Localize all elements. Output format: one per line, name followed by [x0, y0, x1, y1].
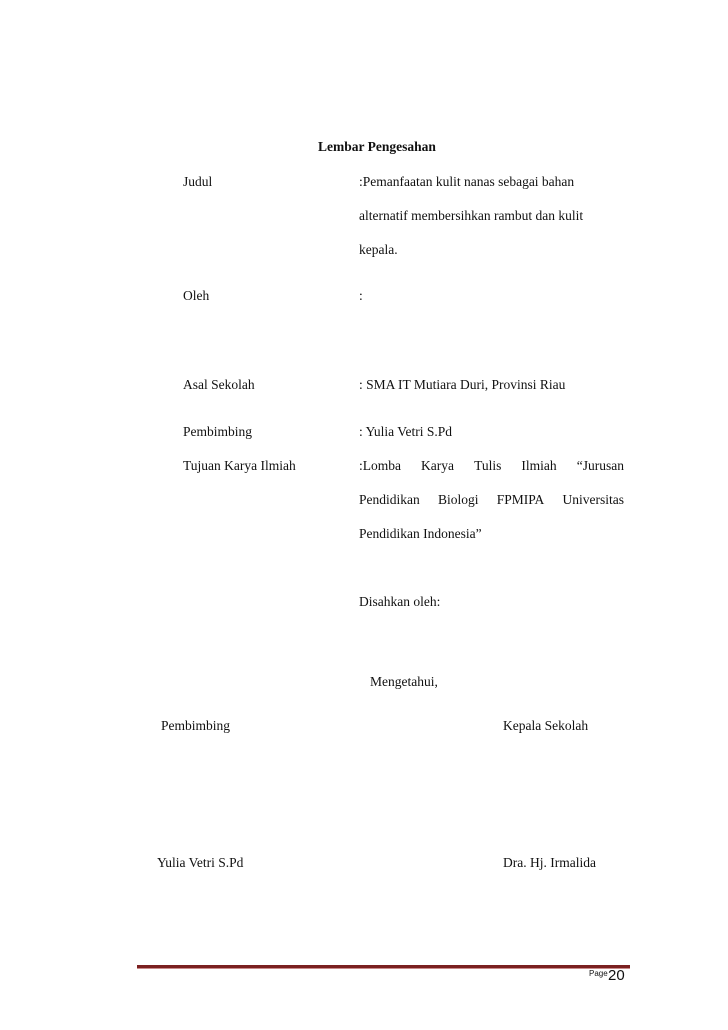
judul-value-line-1: :Pemanfaatan kulit nanas sebagai bahan: [359, 174, 575, 189]
footer-rule: [137, 965, 630, 969]
left-signer-name: Yulia Vetri S.Pd: [157, 855, 244, 870]
right-signer-name: Dra. Hj. Irmalida: [503, 855, 596, 870]
tujuan-value-line-1: [359, 458, 624, 474]
tujuan-word: Ilmiah: [521, 458, 557, 473]
tujuan-value-line-2: [359, 492, 624, 508]
tujuan-label: Tujuan Karya Ilmiah: [183, 458, 296, 473]
tujuan-word: Pendidikan: [359, 492, 420, 507]
pembimbing-value: : Yulia Vetri S.Pd: [359, 424, 453, 439]
asal-sekolah-label: Asal Sekolah: [183, 377, 255, 392]
tujuan-word: Universitas: [562, 492, 624, 507]
page-title: Lembar Pengesahan: [318, 139, 436, 154]
asal-sekolah-value: : SMA IT Mutiara Duri, Provinsi Riau: [359, 377, 566, 392]
oleh-value: :: [359, 288, 363, 303]
tujuan-word: Karya: [421, 458, 455, 473]
judul-value-line-3: kepala.: [359, 242, 398, 257]
right-signer-role: Kepala Sekolah: [503, 718, 589, 733]
oleh-label: Oleh: [183, 288, 210, 303]
tujuan-word: FPMIPA: [496, 492, 545, 507]
tujuan-word: “Jurusan: [576, 458, 624, 473]
judul-value-line-2: alternatif membersihkan rambut dan kulit: [359, 208, 584, 223]
page-number: 20: [608, 967, 625, 984]
mengetahui-text: Mengetahui,: [370, 674, 438, 689]
left-signer-role: Pembimbing: [161, 718, 231, 733]
page-label: Page: [589, 969, 608, 978]
pembimbing-label: Pembimbing: [183, 424, 253, 439]
tujuan-word: :Lomba: [359, 458, 401, 473]
tujuan-value-line-3: Pendidikan Indonesia”: [359, 526, 482, 541]
tujuan-word: Tulis: [474, 458, 502, 473]
tujuan-word: Biologi: [437, 492, 479, 507]
disahkan-text: Disahkan oleh:: [359, 594, 441, 609]
judul-label: Judul: [183, 174, 213, 189]
